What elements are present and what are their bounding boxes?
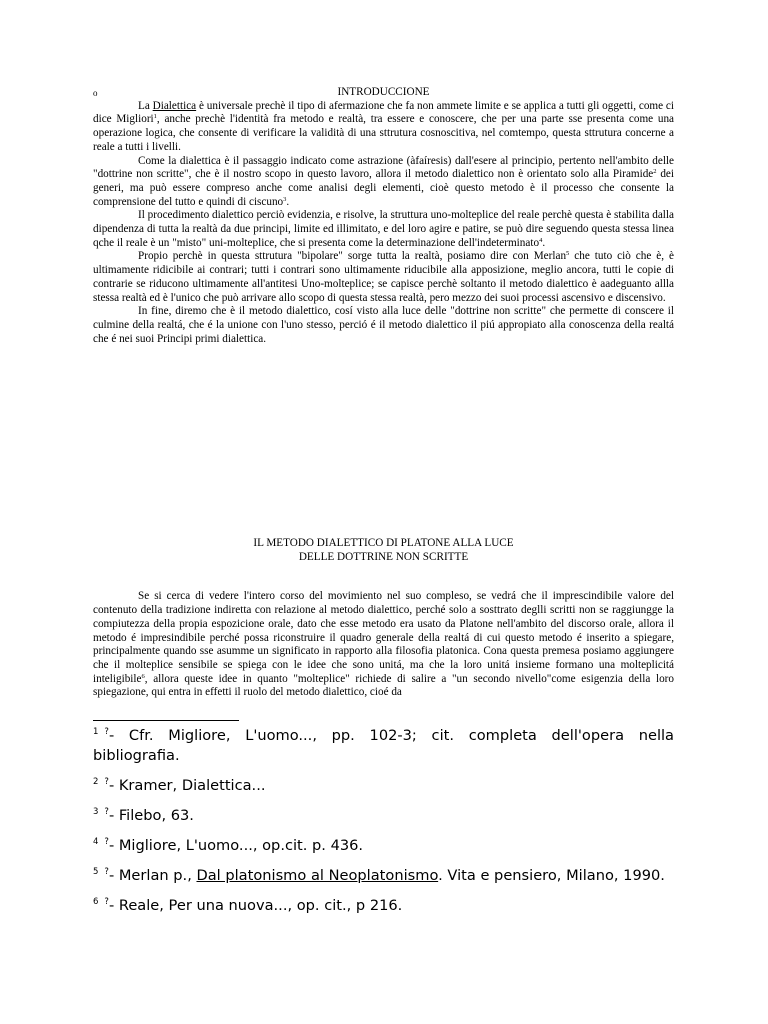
- footnote-ref-6[interactable]: 6: [141, 672, 145, 680]
- footnote-1: $^1$ ?- Cfr. Migliore, L'uomo..., pp. 102-3; cit. completa dell'opera nella bibliografia.: [93, 727, 674, 764]
- footnote-4: $^4$ ?- Migliore, L'uomo..., op.cit. p. 436.: [93, 837, 364, 854]
- footnote-ref-1[interactable]: 1: [153, 113, 157, 121]
- section-title-line-1: IL METODO DIALETTICO DI PLATONE ALLA LUCE: [253, 537, 514, 549]
- footnote-ref-3[interactable]: 3: [283, 195, 287, 203]
- intro-paragraph-2: Come la dialettica è il passaggio indicato come astrazione (àfaíresis) dall'esere al principio, pertento nell'ambito delle "dottrine non scritte", che è il nostro scopo in questo lavoro, allora il metodo dialettico non è orientato solo alla Piramide$^2$ dei generi, ma può essere compreso anche come analisi degli elementi, cioè questo metodo è il processo che consente la comprensione del tutto e quindi di ciscuno$^3$.: [93, 154, 674, 208]
- merlan-book-title: Dal platonismo al Neoplatonismo: [196, 867, 439, 884]
- intro-paragraph-1: La Dialettica è universale prechè il tipo di afermazione che fa non ammete limite e se applica a tutti gli oggetti, come ci dice Migliori$^1$, anche prechè l'identità fra metodo e realtà, tra essere e conoscere, che per una parte sse presenta come una operazione logica, che consente di verificare la validità di una sttrutura cosnoscitiva, nel comtempo, questa sttrutura concerne a reale a tutti i livelli.: [93, 99, 675, 153]
- footnote-separator: [93, 720, 239, 721]
- method-section: [93, 537, 674, 700]
- intro-paragraph-5: In fine, diremo che è il metodo dialettico, cosí visto alla luce delle "dottrine non scritte" che permette di conscere il culmine della realtá, che é la unione con l'uno stesso, perció é il metodo dialettico il piú appropiato alla conoscenza della realtá che é nei suoi Principi primi dialettica.: [93, 305, 674, 345]
- footnote-ref-5[interactable]: 5: [566, 250, 570, 258]
- footnotes: [93, 726, 674, 916]
- footnote-ref-2[interactable]: 2: [653, 168, 657, 176]
- footnote-2: $^2$ ?- Kramer, Dialettica...: [93, 777, 266, 794]
- intro-paragraph-4: Propio perchè in questa sttrutura "bipolare" sorge tutta la realtà, posiamo dire con Merlan$^5$ che tuto ciò che è, è ultimamente ridicibile ai contrari; tutti i contrari sono ultimamente riducibile alla apposizione, meglio ancora, tutti le copie di contrarie se riducono ultimamente all'antitesi Uno-molteplice; se capisce perchè soltanto il metodo dialettico è aadeguanto allla stessa realtà ed è l'unico che può arrivare allo scopo di questa stessa realtà, pero mezzo dei suoi processi ascensivo e discensivo.: [93, 250, 674, 304]
- footnote-3: $^3$ ?- Filebo, 63.: [93, 807, 194, 824]
- introduction-section: [93, 86, 674, 346]
- section-title-line-2: DELLE DOTTRINE NON SCRITTE: [298, 550, 469, 563]
- intro-paragraph-3: Il procedimento dialettico perciò evidenzia, e risolve, la struttura uno-molteplice del reale perchè questa è stabilita dalla dipendenza di tutta la realtà da due principi, limite ed illimitato, e del loro agire e patire, se può dire seguendo questa stessa linea qche il reale è un "misto" uni-molteplice, che si presenta come la determinazione dell'indeterminato$^4$.: [93, 209, 674, 249]
- intro-title: INTRODUCCIONE: [337, 86, 430, 98]
- page-corner-mark: o: [93, 88, 98, 98]
- footnote-6: $^6$ ?- Reale, Per una nuova..., op. cit., p 216.: [93, 897, 403, 914]
- footnote-ref-4[interactable]: 4: [539, 236, 543, 244]
- method-paragraph-1: Se si cerca di vedere l'intero corso del movimiento nel suo compleso, se vedrá che il imprescindibile valore del contenuto della tradizione indiretta con relazione al metodo dialettico, perché solo a sosttrato deglli scritti non se raggiungge la compiutezza della propia espozicione orale, dato che esse metodo era usato da Platone nell'ambito del discorso orale, allora il metodo é impresindibile perché possa riconstruire il quadro generale della realtá di cui questo metodo é inserito a spiegare, principalmente quando sse asumme un significato in rapporto alla filosofia platonica. Cona questa premesa posiamo aggiungere che il molteplice sensibile se spiega con le idee che sono unitá, ma che la loro unitá insieme formano una molteplicitá inteligibile$^6$, allora queste idee in quanto "molteplice" richiede di salire a "un secondo nivello"come esigenzia della loro spiegazione, qui entra in effetti il ruolo del metodo dialettico, cioé da: [93, 590, 674, 699]
- dialettica-link[interactable]: Dialettica: [152, 99, 197, 112]
- footnote-5: $^5$ ?- Merlan p., Dal platonismo al Neoplatonismo. Vita e pensiero, Milano, 1990.: [93, 867, 665, 884]
